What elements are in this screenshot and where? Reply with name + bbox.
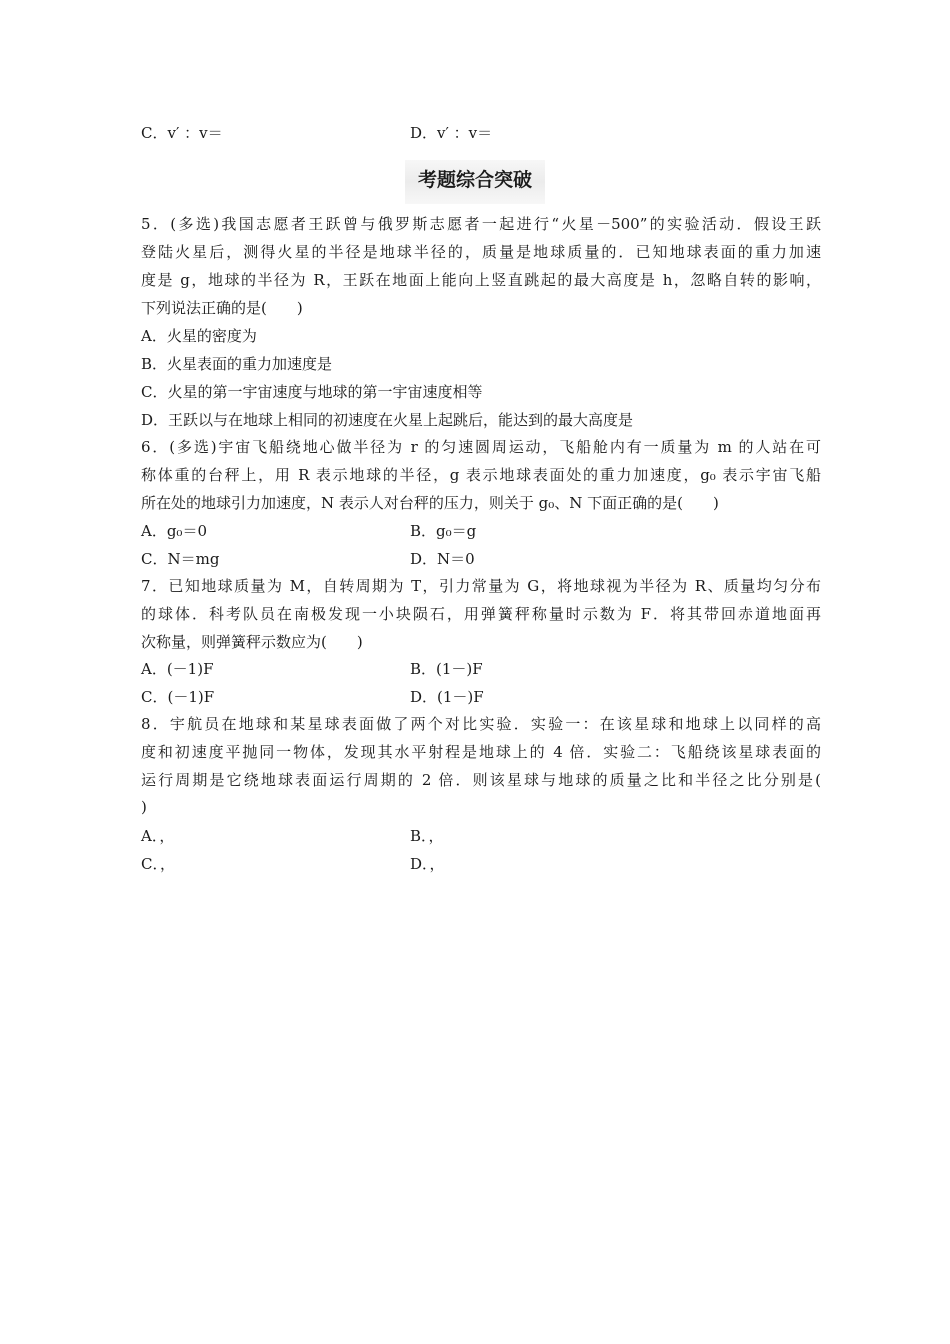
question-8-line-3: 运行周期是它绕地球表面运行周期的 2 倍．则该星球与地球的质量之比和半径之比分别是(	[141, 771, 821, 789]
section-title: 考题综合突破	[417, 169, 532, 191]
question-7-option-c: C．(－1)F	[141, 688, 215, 706]
question-8-option-b: B．，	[410, 827, 444, 845]
question-5-option-d: D．王跃以与在地球上相同的初速度在火星上起跳后，能达到的最大高度是	[141, 411, 634, 429]
question-7-line-3: 次称量，则弹簧秤示数应为( )	[141, 633, 363, 651]
question-8-option-c: C．，	[141, 855, 175, 873]
question-7-option-d: D．(1－)F	[410, 688, 484, 706]
question-8-option-a: A．，	[141, 827, 175, 845]
question-5-line-2: 登陆火星后，测得火星的半径是地球半径的，质量是地球质量的．已知地球表面的重力加速	[141, 243, 821, 261]
question-8-line-1: 8．宇航员在地球和某星球表面做了两个对比实验．实验一：在该星球和地球上以同样的高	[141, 715, 821, 733]
question-7-line-2: 的球体．科考队员在南极发现一小块陨石，用弹簧秤称量时示数为 F．将其带回赤道地面再	[141, 605, 821, 623]
question-6-line-3: 所在处的地球引力加速度，N 表示人对台秤的压力，则关于 g₀、N 下面正确的是( )	[141, 494, 719, 512]
question-8-line-4: )	[141, 798, 147, 816]
option-c-prev: C．v′ ：v＝	[141, 124, 223, 142]
question-6-option-c: C．N＝mg	[141, 550, 220, 568]
question-6-line-2: 称体重的台秤上，用 R 表示地球的半径，g 表示地球表面处的重力加速度，g₀ 表示宇宙飞船	[141, 466, 821, 484]
question-5-option-a: A．火星的密度为	[141, 327, 257, 345]
question-5-line-3: 度是 g，地球的半径为 R，王跃在地面上能向上竖直跳起的最大高度是 h，忽略自转的影响，	[141, 271, 821, 289]
question-5-line-1: 5．(多选)我国志愿者王跃曾与俄罗斯志愿者一起进行“火星－500”的实验活动．假设王跃	[141, 215, 821, 233]
question-7-option-b: B．(1－)F	[410, 660, 483, 678]
question-5-line-4: 下列说法正确的是( )	[141, 299, 303, 317]
question-7-line-1: 7．已知地球质量为 M，自转周期为 T，引力常量为 G，将地球视为半径为 R、质量均匀分布	[141, 577, 821, 595]
question-8-line-2: 度和初速度平抛同一物体，发现其水平射程是地球上的 4 倍．实验二：飞船绕该星球表面的	[141, 743, 821, 761]
question-6-option-b: B．g₀＝g	[410, 522, 477, 540]
question-7-option-a: A．(－1)F	[141, 660, 214, 678]
option-d-prev: D．v′ ：v＝	[410, 124, 493, 142]
question-6-option-d: D．N＝0	[410, 550, 475, 568]
question-5-option-b: B．火星表面的重力加速度是	[141, 355, 333, 373]
question-5-option-c: C．火星的第一宇宙速度与地球的第一宇宙速度相等	[141, 383, 483, 401]
question-8-option-d: D．，	[410, 855, 445, 873]
question-6-option-a: A．g₀＝0	[141, 522, 207, 540]
question-6-line-1: 6．(多选)宇宙飞船绕地心做半径为 r 的匀速圆周运动，飞船舱内有一质量为 m 的人站在可	[141, 438, 821, 456]
